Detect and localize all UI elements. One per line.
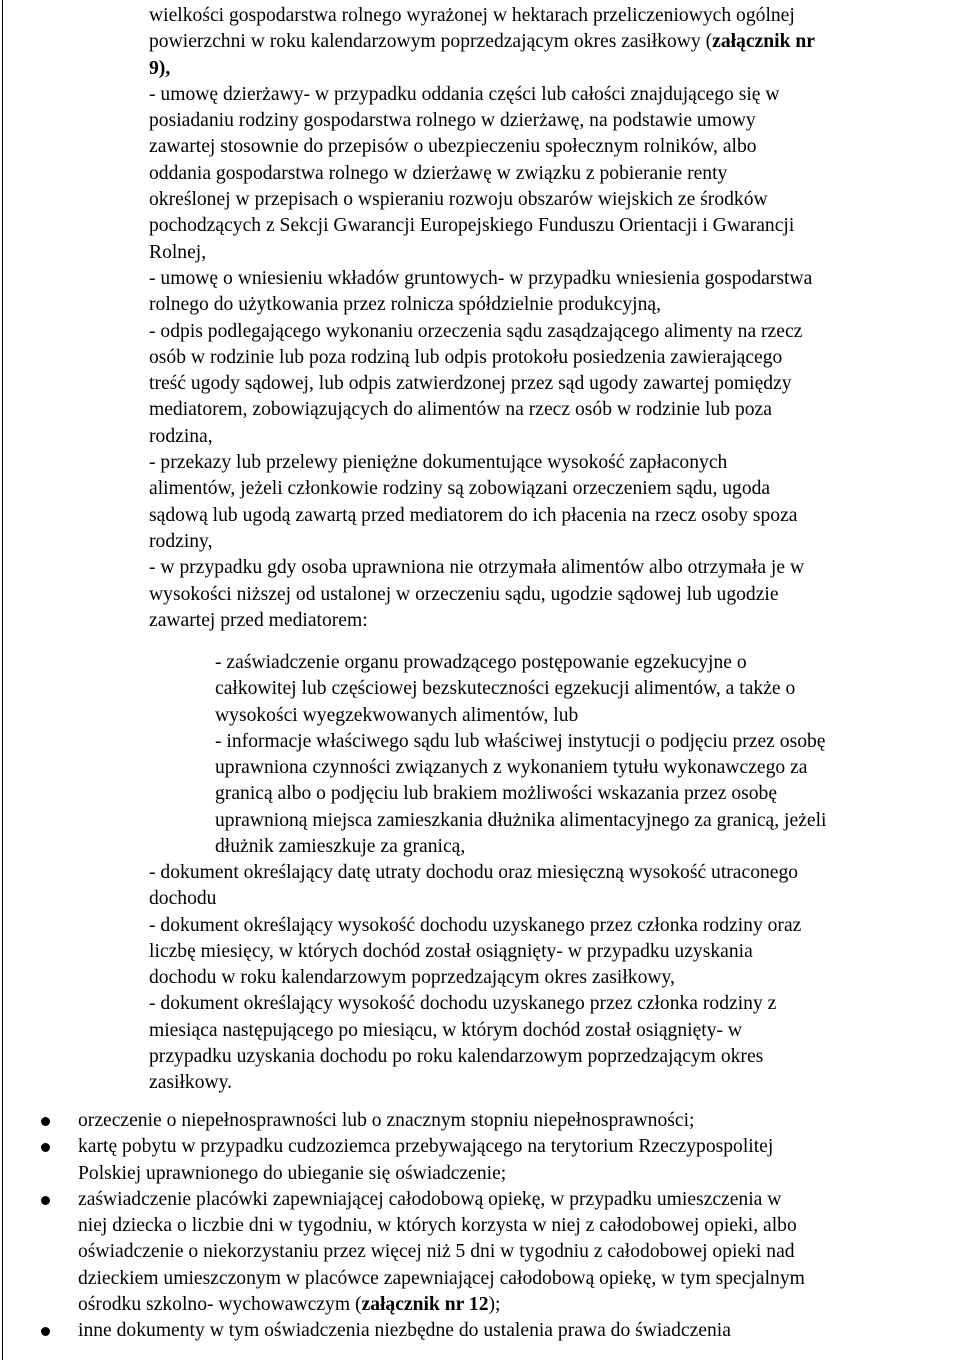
text-line: wysokości niższej od ustalonej w orzeczeniu sądu, ugodzie sądowej lub ugodzie <box>149 583 779 605</box>
text-line: miesiąca następującego po miesiącu, w którym dochód został osiągnięty- w <box>149 1019 743 1041</box>
text-line: treść ugody sądowej, lub odpis zatwierdzonej przez sąd ugody zawartej pomiędzy <box>149 373 792 395</box>
list-item <box>0 1108 948 1134</box>
text-line <box>149 29 939 55</box>
text-line: oświadczenie o niekorzystaniu przez więcej niż 5 dni w tygodniu z całodobowej opieki nad <box>78 1241 795 1263</box>
text-line: - informacje właściwego sądu lub właściwej instytucji o podjęciu przez osobę <box>215 730 826 752</box>
text-line: rolnego do użytkowania przez rolnicza spółdzielnie produkcyjną, <box>149 294 661 316</box>
attachment-number-9: 9), <box>149 57 171 79</box>
attachment-reference-12: załącznik nr 12 <box>361 1294 489 1316</box>
text-fragment: ); <box>488 1294 501 1316</box>
document-subparagraph-indented <box>215 650 955 860</box>
text-line: - dokument określający datę utraty dochodu oraz miesięczną wysokość utraconego <box>149 862 799 883</box>
text-line: - zaświadczenie organu prowadzącego postępowanie egzekucyjne o <box>215 652 747 673</box>
text-line: posiadaniu rodziny gospodarstwa rolnego w dzierżawę, na podstawie umowy <box>149 110 756 132</box>
text-line: wysokości wyegzekwowanych alimentów, lub <box>215 704 579 726</box>
text-line: uprawnioną miejsca zamieszkania dłużnika alimentacyjnego za granicą, jeżeli <box>215 809 827 831</box>
list-item <box>0 1134 948 1187</box>
bullet-icon <box>41 1117 50 1126</box>
text-line <box>78 1292 948 1318</box>
text-line: pochodzących z Sekcji Gwarancji Europejskiego Funduszu Orientacji i Gwarancji <box>149 215 795 237</box>
text-line: - umowę o wniesieniu wkładów gruntowych- w przypadku wniesienia gospodarstwa <box>149 267 813 289</box>
text-line: - dokument określający wysokość dochodu uzyskanego przez członka rodziny z <box>149 993 777 1015</box>
text-line: mediatorem, zobowiązujących do alimentów na rzecz osób w rodzinie lub poza <box>149 399 772 421</box>
document-bullet-list <box>0 1108 960 1345</box>
text-line: rodziny, <box>149 530 213 552</box>
text-line: - umowę dzierżawy- w przypadku oddania części lub całości znajdującego się w <box>149 83 780 105</box>
list-item <box>0 1187 948 1318</box>
text-line <box>149 56 939 82</box>
attachment-reference-9: załącznik nr <box>712 31 815 53</box>
text-line: dzieckiem umieszczonym w placówce zapewniającej całodobową opiekę, w tym specjalnym <box>78 1267 805 1289</box>
text-line: zawartej przed mediatorem: <box>149 609 368 631</box>
text-line: granicą albo o podjęciu lub brakiem możliwości wskazania przez osobę <box>215 783 778 805</box>
text-line: dochodu <box>149 888 217 910</box>
document-paragraph-income <box>149 860 939 1097</box>
text-line: Polskiej uprawnionego do ubieganie się oświadczenie; <box>78 1162 507 1184</box>
text-line: - odpis podlegającego wykonaniu orzeczenia sądu zasądzającego alimenty na rzecz <box>149 320 803 342</box>
text-line: niej dziecka o liczbie dni w tygodniu, w których korzysta w niej z całodobowej opieki, albo <box>78 1215 797 1237</box>
text-line: oddania gospodarstwa rolnego w dzierżawę w związku z pobieranie renty <box>149 162 728 184</box>
text-line: zasiłkowy. <box>149 1072 233 1094</box>
text-line: zaświadczenie placówki zapewniającej całodobową opiekę, w przypadku umieszczenia w <box>78 1188 782 1210</box>
text-fragment: powierzchni w roku kalendarzowym poprzedzającym okres zasiłkowy ( <box>149 31 713 53</box>
text-line: osób w rodzinie lub poza rodziną lub odpis protokołu posiedzenia zawierającego <box>149 346 783 368</box>
text-line: wielkości gospodarstwa rolnego wyrażonej w hektarach przeliczeniowych ogólnej <box>149 5 795 26</box>
list-item <box>0 1318 948 1344</box>
text-line: dochodu w roku kalendarzowym poprzedzającym okres zasiłkowy, <box>149 967 675 989</box>
text-line: - przekazy lub przelewy pieniężne dokumentujące wysokość zapłaconych <box>149 452 728 474</box>
text-line: inne dokumenty w tym oświadczenia niezbędne do ustalenia prawa do świadczenia <box>78 1320 731 1342</box>
text-line: zawartej stosownie do przepisów o ubezpieczeniu społecznym rolników, albo <box>149 136 757 158</box>
text-line: alimentów, jeżeli członkowie rodziny są zobowiązani orzeczeniem sądu, ugoda <box>149 478 771 500</box>
text-line: określonej w przepisach o wspieraniu rozwoju obszarów wiejskich ze środków <box>149 189 768 211</box>
text-line: orzeczenie o niepełnosprawności lub o znacznym stopniu niepełnosprawności; <box>78 1110 695 1131</box>
text-line: całkowitej lub częściowej bezskuteczności egzekucji alimentów, a także o <box>215 678 796 700</box>
text-fragment: ośrodku szkolno- wychowawczym ( <box>78 1294 362 1316</box>
bullet-icon <box>41 1196 50 1205</box>
text-line: przypadku uzyskania dochodu po roku kalendarzowym poprzedzającym okres <box>149 1046 764 1068</box>
bullet-icon <box>41 1327 50 1336</box>
text-line: dłużnik zamieszkuje za granicą, <box>215 836 466 858</box>
text-line: liczbę miesięcy, w których dochód został osiągnięty- w przypadku uzyskania <box>149 940 753 962</box>
text-line: uprawniona czynności związanych z wykonaniem tytułu wykonawczego za <box>215 757 808 779</box>
document-paragraph-main <box>149 3 939 634</box>
text-line: sądową lub ugodą zawartą przed mediatorem do ich płacenia na rzecz osoby spoza <box>149 504 798 526</box>
text-line: - w przypadku gdy osoba uprawniona nie otrzymała alimentów albo otrzymała je w <box>149 557 805 579</box>
bullet-icon <box>41 1143 50 1152</box>
text-line: - dokument określający wysokość dochodu uzyskanego przez członka rodziny oraz <box>149 914 802 936</box>
text-line: kartę pobytu w przypadku cudzoziemca przebywającego na terytorium Rzeczypospolitej <box>78 1136 774 1158</box>
text-line: rodzina, <box>149 425 213 447</box>
text-line: Rolnej, <box>149 241 207 263</box>
